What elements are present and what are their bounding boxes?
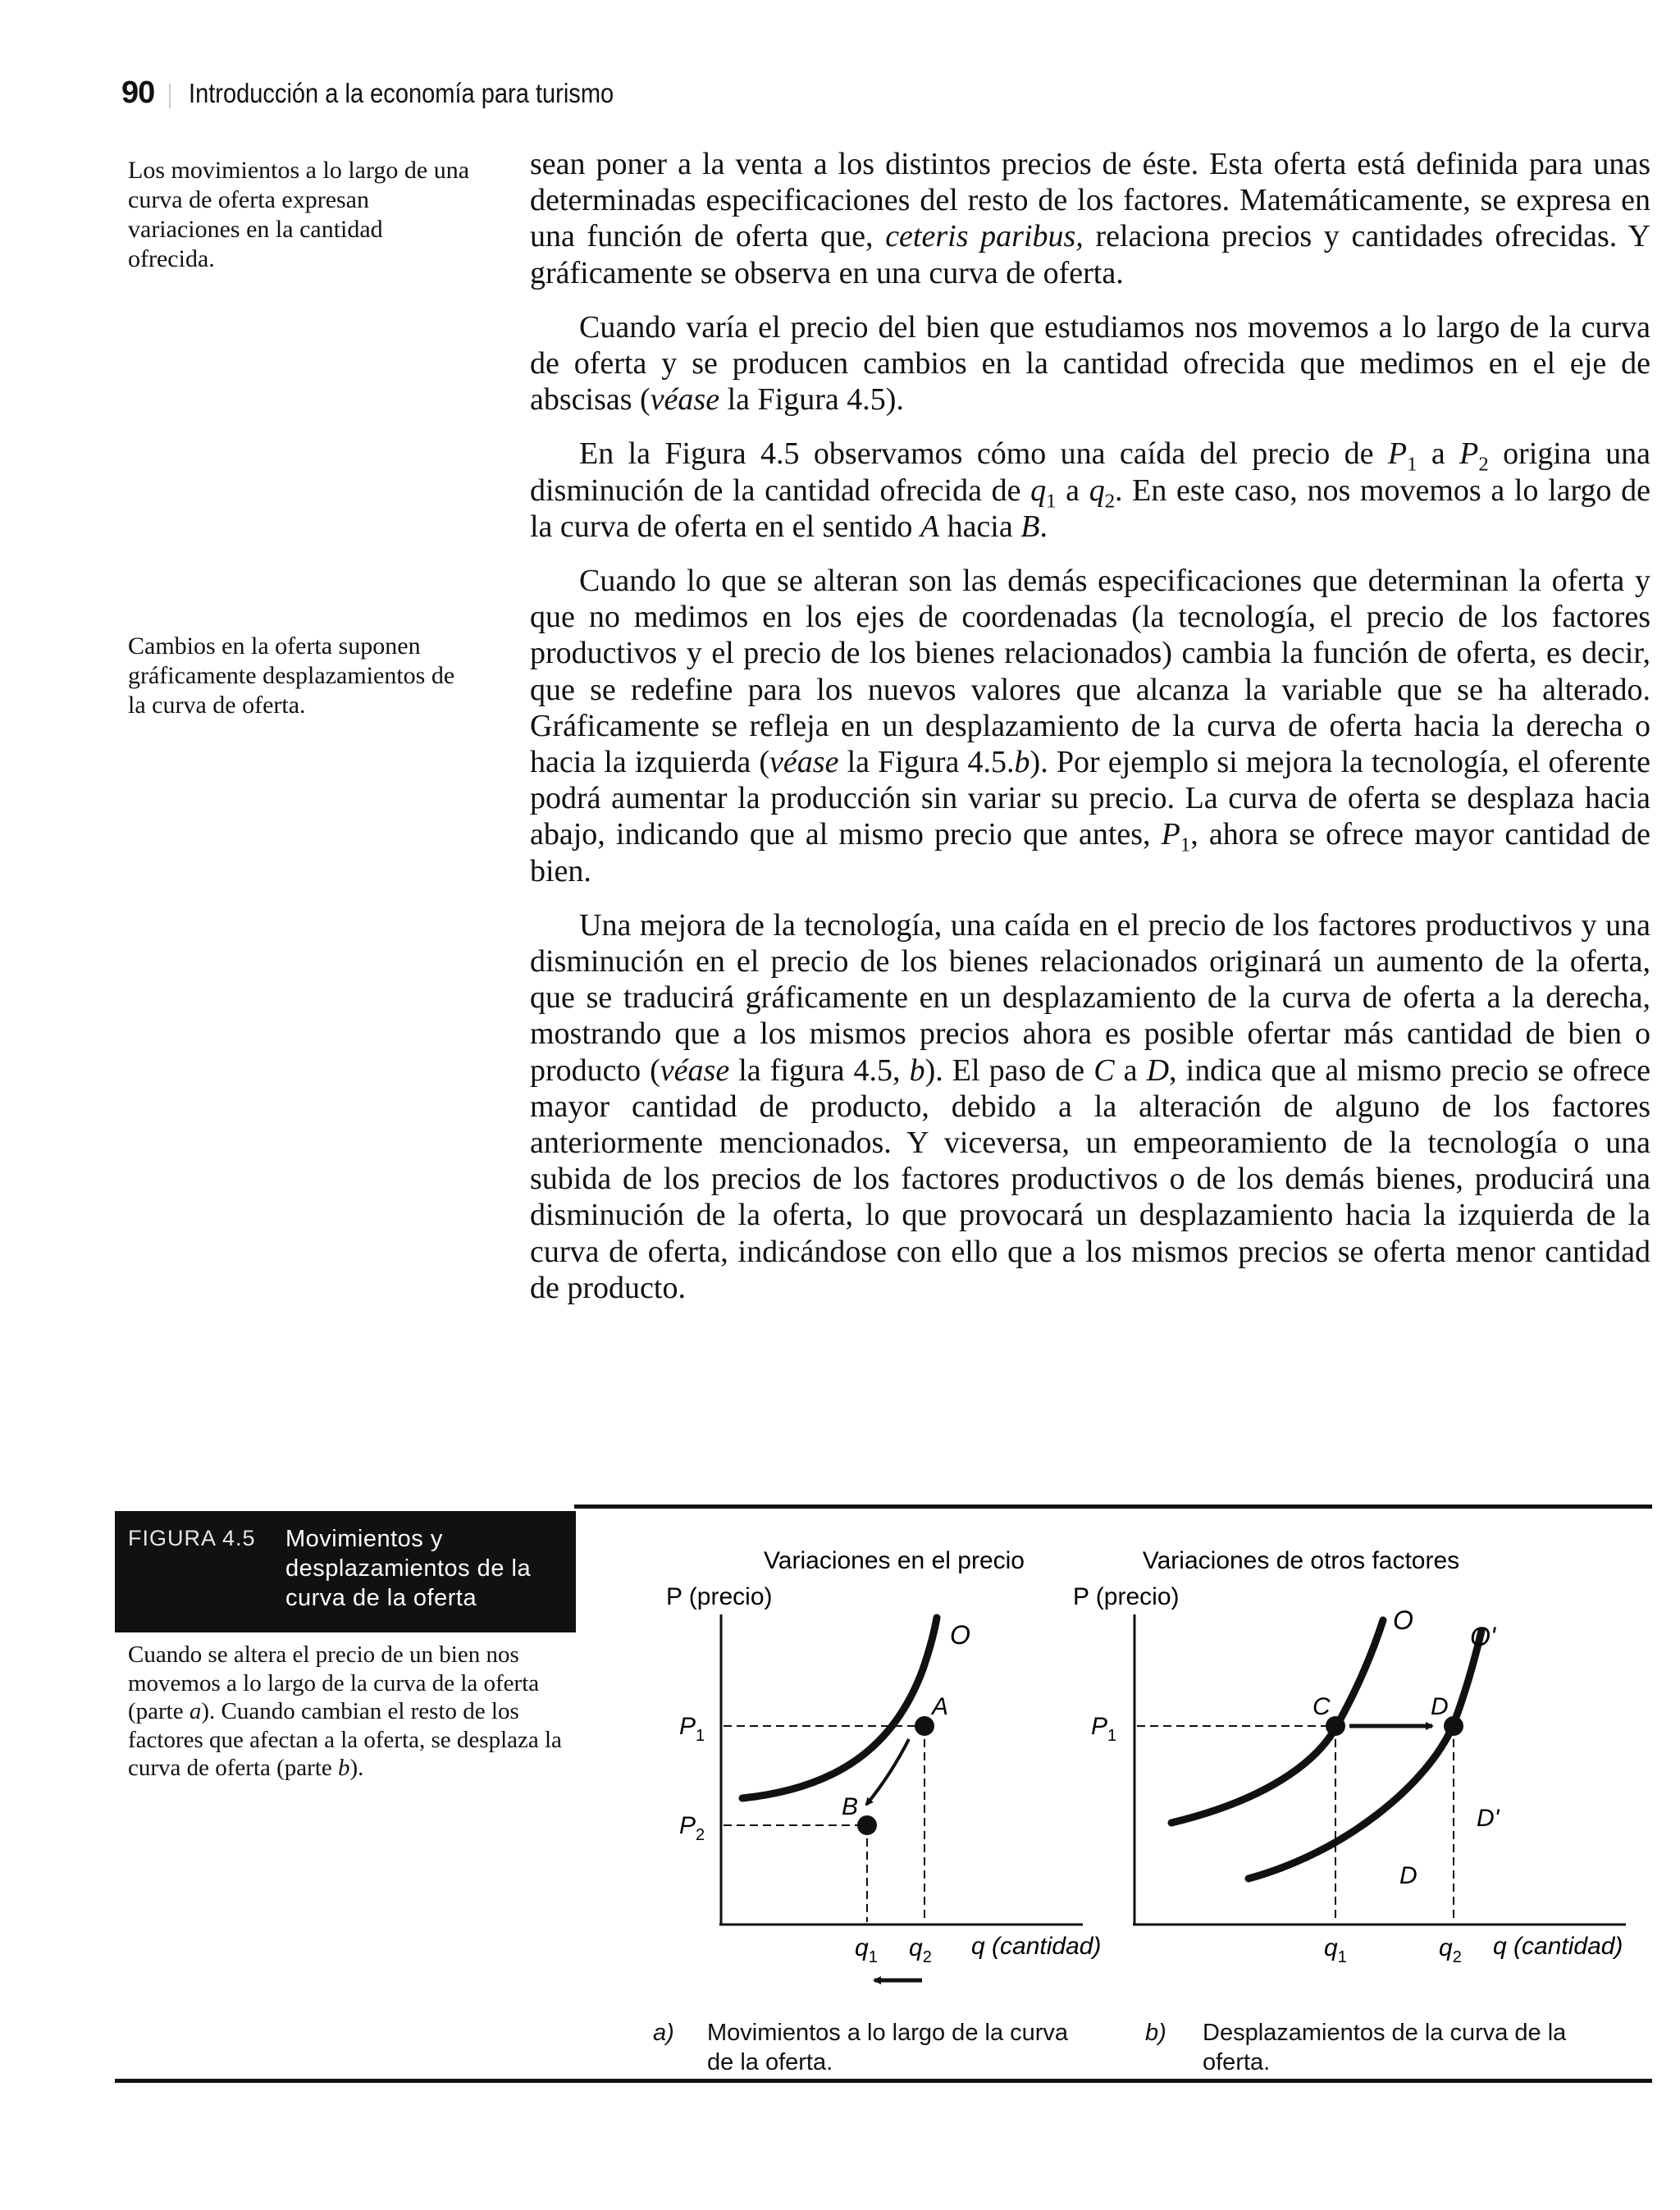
chart-a-ylabel: P (precio) [666,1583,773,1610]
figure-caption: Cuando se altera el precio de un bien nos movemos a lo largo de la curva de la oferta (parte a). Cuando cambian el resto de los factores que afectan a la oferta, se desplaza la curva de oferta (parte b). [128,1642,562,1781]
paragraph-1: sean poner a la venta a los distintos precios de éste. Esta oferta está definida para unas determinadas especificaciones del resto de los factores. Matemáticamente, se expresa en una función de oferta que, ceteris paribus, relaciona precios y cantidades ofrecidas. Y gráficamente se observa en una curva de oferta. [530,147,1650,290]
chart-b-supply-curve-O [1171,1620,1383,1823]
figure-title: Movimientos y desplazamientos de la curva de la oferta [285,1526,532,1611]
figure-label: FIGURA 4.5 [128,1526,256,1550]
chart-b-label-D-prime: D' [1477,1805,1500,1832]
chart-b-xtick-q1: $q_1$ [1324,1934,1347,1966]
chart-a [666,1547,1101,1980]
chart-b-xtick-q2: $q_2$ [1439,1934,1462,1966]
paragraph-5: Una mejora de la tecnología, una caída en el precio de los factores productivos y una disminución en el precio de los bienes relacionados originará un aumento de la oferta, que se traducirá gráficamente en un desplazamiento de la curva de oferta a la derecha, mostrando que a los mismos precios ahora es posible ofertar más cantidad de bien o producto (véase la figura 4.5, b). El paso de C a D, indica que al mismo precio se ofrece mayor cantidad de producto, debido a la alteración de alguno de los factores anteriormente mencionados. Y viceversa, un empeoramiento de la tecnología o una subida de los precios de los factores productivos o de los demás bienes, producirá una disminución de la oferta, lo que provocará un desplazamiento hacia la izquierda de la curva de oferta, indicándose con ello que a los mismos precios se oferta menor cantidad de producto. [530,907,1651,1305]
chart-a-xtick-q1: $q_1$ [855,1934,878,1966]
chart-b-title: Variaciones de otros factores [1142,1547,1460,1574]
chart-a-caption-text: Movimientos a lo largo de la curva de la oferta. [707,2020,1069,2075]
paragraph-2: Cuando varía el precio del bien que estudiamos nos movemos a lo largo de la curva de oferta y se producen cambios en la cantidad ofrecida que medimos en el eje de abscisas (véase la Figura 4.5). [530,309,1650,418]
chart-b [1073,1547,1626,1966]
chart-b-curve-label-O: O [1393,1605,1413,1635]
chart-a-caption-letter: a) [653,2020,674,2046]
chart-a-xtick-q2: $q_2$ [909,1934,932,1966]
chart-b-ytick-P1: $P_1$ [1091,1713,1117,1745]
chart-b-ylabel: P (precio) [1073,1583,1180,1610]
chart-b-label-C: C [1312,1693,1331,1720]
chart-a-ytick-P1: $P_1$ [679,1713,705,1745]
margin-note-shifts: Cambios en la oferta suponen gráficamente desplazamientos de la curva de oferta. [128,632,455,719]
chart-a-label-A: A [932,1693,949,1720]
chart-a-xlabel: q (cantidad) [971,1933,1102,1960]
chart-a-supply-curve [742,1618,937,1798]
chart-b-caption-text: Desplazamientos de la curva de la oferta. [1203,2020,1567,2075]
margin-note-movements: Los movimientos a lo largo de una curva de oferta expresan variaciones en la cantidad ofrecida. [128,157,470,272]
chart-b-curve-label-O-prime: O' [1470,1622,1495,1651]
chart-b-xlabel: q (cantidad) [1493,1933,1623,1960]
chart-a-curve-label-O: O [950,1620,970,1650]
chart-b-caption-letter: b) [1145,2020,1166,2046]
page-number: 90 [121,75,155,110]
paragraph-3: En la Figura 4.5 observamos cómo una caída del precio de $P_1$ a $P_2$ origina una disminución de la cantidad ofrecida de $q_1$ a $q_2$. En este caso, nos movemos a lo largo de la curva de oferta en el sentido A hacia B. [530,436,1650,544]
running-title: Introducción a la economía para turismo [189,78,614,108]
chart-b-label-D: D [1431,1693,1449,1720]
chart-a-ytick-P2: $P_2$ [679,1812,705,1844]
chart-a-title: Variaciones en el precio [764,1547,1025,1574]
paragraph-4: Cuando lo que se alteran son las demás especificaciones que determinan la oferta y que no medimos en los ejes de coordenadas (la tecnología, el precio de los factores productivos y el precio de los bienes relacionados) cambia la función de oferta, es decir, que se redefine para los nuevos valores que alcanza la variable que se ha alterado. Gráficamente se refleja en un desplazamiento de la curva de oferta hacia la derecha o hacia la izquierda (véase la Figura 4.5.b). Por ejemplo si mejora la tecnología, el oferente podrá aumentar la producción sin variar su precio. La curva de oferta se desplaza hacia abajo, indicando que al mismo precio que antes, $P_1$, ahora se ofrece mayor cantidad de bien. [530,564,1651,888]
figure-bottom-rule [115,2079,1652,2083]
chart-a-point-B [857,1815,877,1835]
chart-a-label-B: B [842,1793,859,1820]
chart-b-label-D-curve: D [1399,1862,1418,1889]
